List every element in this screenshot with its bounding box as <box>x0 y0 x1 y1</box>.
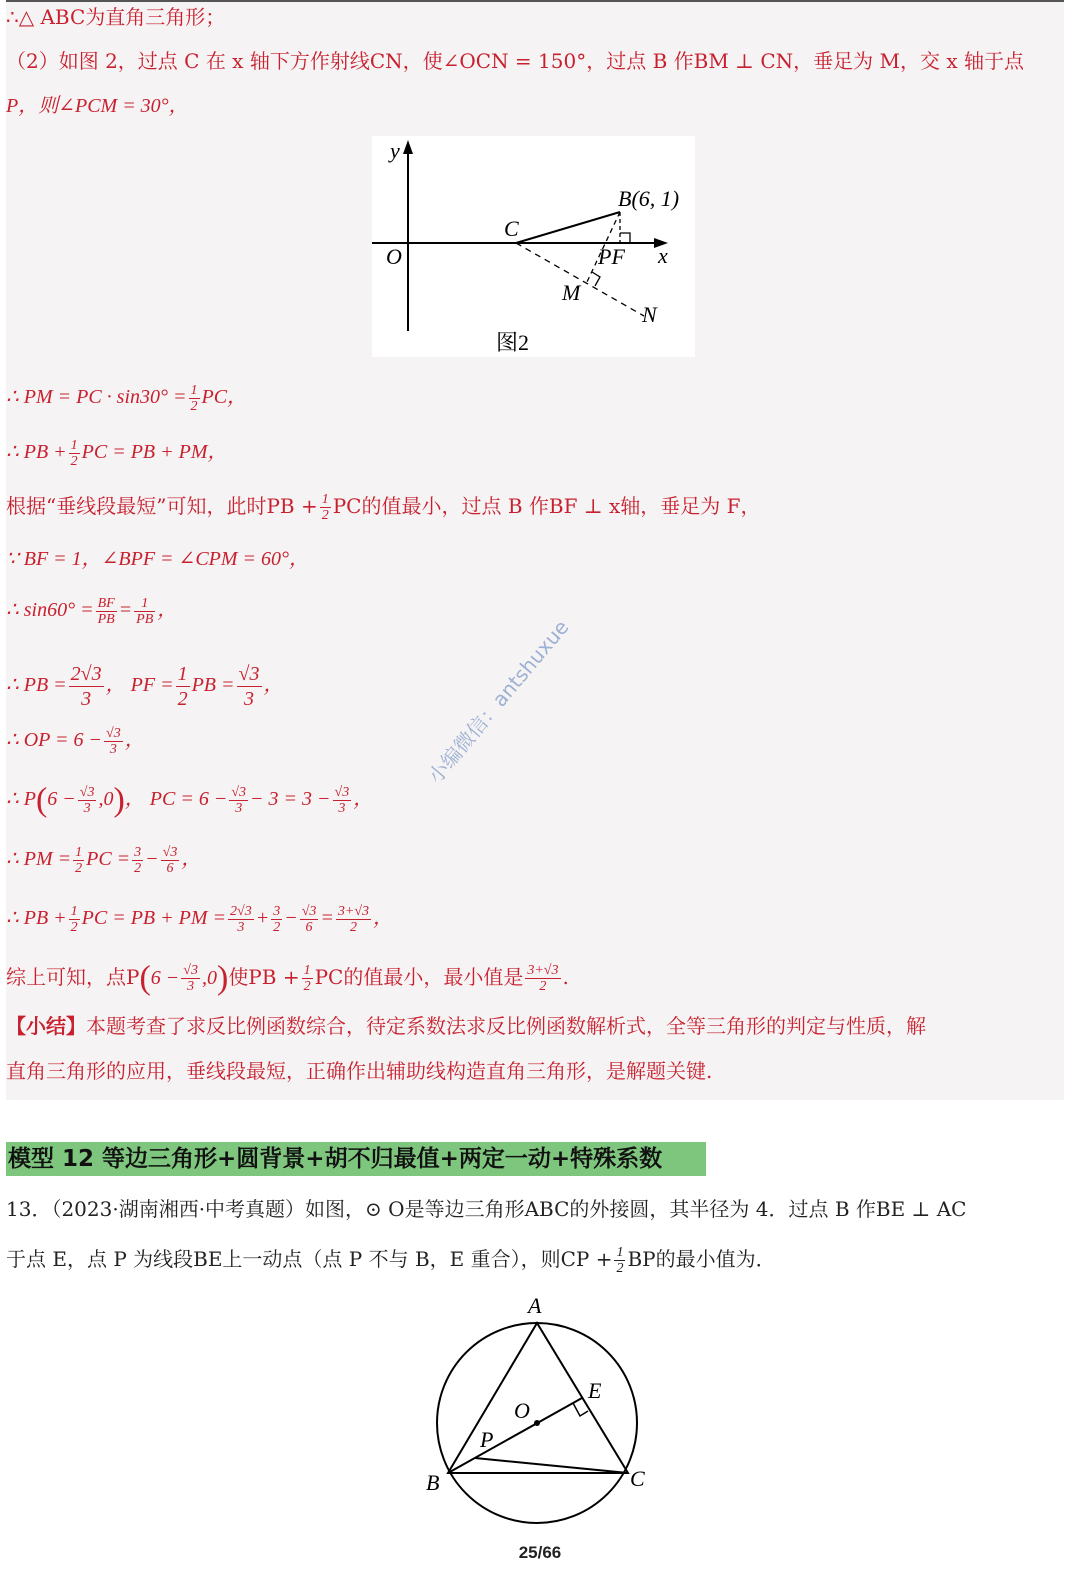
label-x: x <box>658 243 668 268</box>
step-pb-pf: ∴ PB = $\frac{2√3}{3}$ ， PF = $\frac{1}{2}$ PB = $\frac{√3}{3}$ ， <box>6 663 284 710</box>
step-p-coords: ∴ P(6 − $\frac{√3}{3}$ ,0)， PC = 6 − $\frac{√3}{3}$ − 3 = 3 − $\frac{√3}{3}$ ， <box>6 781 374 819</box>
label-c: C <box>630 1466 645 1491</box>
label-a: A <box>528 1293 542 1318</box>
label-e: E <box>588 1378 602 1403</box>
summary-tag: 【小结】 <box>6 1014 86 1038</box>
label-b: B <box>426 1470 440 1495</box>
label-o: O <box>386 244 402 269</box>
label-m: M <box>562 280 581 305</box>
solution-line-3: P，则∠PCM = 30°， <box>6 95 189 117</box>
segment-pc <box>475 1458 628 1473</box>
label-pf: PF <box>598 244 625 269</box>
summary-line-1: 【小结】本题考查了求反比例函数综合，待定系数法求反比例函数解析式，全等三角形的判定与性质，解 <box>6 1014 926 1038</box>
summary-line-2: 直角三角形的应用，垂线段最短，正确作出辅助线构造直角三角形，是解题关键. <box>6 1059 713 1083</box>
label-b: B(6, 1) <box>618 186 680 211</box>
figure-caption: 图2 <box>496 330 530 355</box>
step-bf: ∵ BF = 1，∠BPF = ∠CPM = 60°， <box>6 548 310 570</box>
circle-triangle-figure <box>410 1290 670 1530</box>
y-axis-arrow <box>403 140 413 154</box>
label-p: P <box>480 1427 494 1452</box>
step-sum: ∴ PB + $\frac{1}{2}$ PC = PB + PM = $\frac{2√3}{3}$ + $\frac{3}{2}$ − $\frac{√3}{6}$ = $\frac{3+√3}{2}$ ， <box>6 904 394 935</box>
label-o: O <box>514 1398 530 1423</box>
step-basis: 根据“垂线段最短”可知，此时PB + $\frac{1}{2}$ PC的值最小，过点 B 作BF ⊥ x轴，垂足为 F， <box>6 492 761 523</box>
step-op: ∴ OP = 6 − $\frac{√3}{3}$ ， <box>6 726 145 757</box>
label-c: C <box>504 216 519 241</box>
label-n: N <box>642 302 657 327</box>
right-angle-f <box>620 233 630 243</box>
figure-2-coordinate-diagram <box>372 136 695 357</box>
problem-line-1: 13．（2023·湖南湘西·中考真题）如图，⊙ O是等边三角形ABC的外接圆，其半径为 4．过点 B 作BE ⊥ AC <box>6 1197 967 1221</box>
step-pm-value: ∴ PM = $\frac{1}{2}$ PC = $\frac{3}{2}$ − $\frac{√3}{6}$ ， <box>6 845 202 876</box>
step-sin60: ∴ sin60° = $\frac{BF}{PB}$ = $\frac{1}{PB}$ ， <box>6 596 178 627</box>
page-number: 25/66 <box>518 1543 562 1562</box>
step-pb-plus-half-pc: ∴ PB + $\frac{1}{2}$ PC = PB + PM， <box>6 438 228 469</box>
step-pm: ∴ PM = PC · sin30° = $\frac{1}{2}$ PC， <box>6 383 248 414</box>
label-y: y <box>390 138 400 163</box>
solution-line-2: （2）如图 2，过点 C 在 x 轴下方作射线CN，使∠OCN = 150°，过点 B 作BM ⊥ CN，垂足为 M，交 x 轴于点 <box>6 49 1024 73</box>
watermark: 小编微信：antshuxue <box>423 615 574 788</box>
problem-line-2: 于点 E，点 P 为线段BE上一动点（点 P 不与 B，E 重合），则CP + $\frac{1}{2}$ BP的最小值为． <box>6 1245 776 1276</box>
top-rule <box>6 0 1064 2</box>
center-o-dot <box>534 1420 540 1426</box>
right-angle-m <box>592 272 600 286</box>
solution-line-1: ∴△ ABC为直角三角形； <box>6 5 226 29</box>
segment-cb <box>516 212 620 243</box>
model-heading: 模型 12 等边三角形+圆背景+胡不归最值+两定一动+特殊系数 <box>6 1142 706 1176</box>
conclusion: 综上可知，点P(6 − $\frac{√3}{3}$ ,0)使PB + $\frac{1}{2}$ PC的值最小，最小值是 $\frac{3+√3}{2}$ . <box>6 959 569 997</box>
